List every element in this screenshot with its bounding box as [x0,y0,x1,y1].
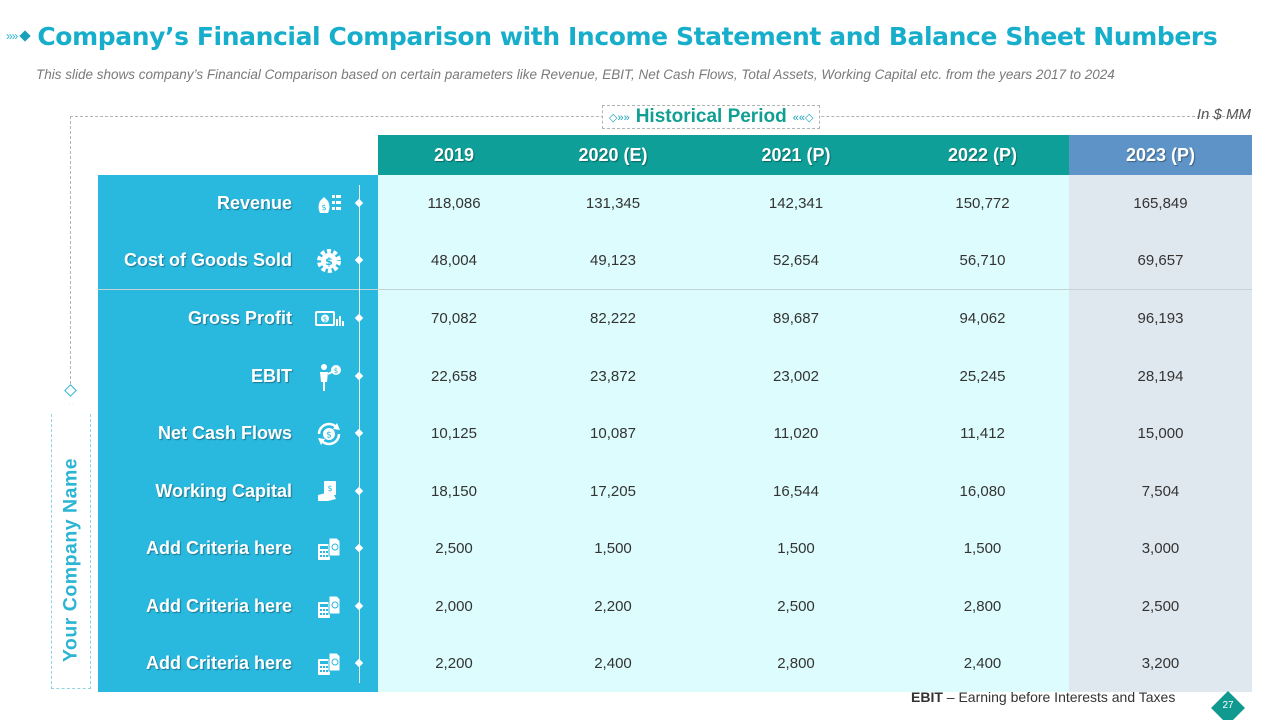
table-cell: 3,200 [1141,655,1180,672]
table-cell: 142,341 [768,195,824,212]
footnote-term: EBIT [911,689,943,705]
table-cell: 2,200 [435,655,473,672]
gear-dollar-icon [313,245,345,277]
row-label: Net Cash Flows [157,423,292,443]
table-cell: 2,500 [777,598,815,615]
row-label: Add Criteria here [145,538,292,558]
row-label: Cost of Goods Sold [124,250,292,270]
company-name: Your Company Name [59,457,82,663]
table-cell: 2,400 [594,655,632,672]
svg-text:$: $ [326,430,332,441]
person-dollar-icon [313,361,345,393]
page-number: 27 [1222,700,1234,711]
title-chevron-icon: »» [6,29,18,43]
table-cell: 82,222 [590,310,636,327]
table-cell: 10,087 [590,425,636,442]
row-label: Gross Profit [187,308,292,328]
table-row [0,520,1280,577]
table-cell: 25,245 [959,368,1006,385]
column-header: 2022 (P) [947,144,1018,165]
row-marker-icon [355,659,363,667]
row-marker-icon [355,544,363,552]
hand-cash-icon [313,476,345,508]
table-row [0,578,1280,635]
svg-text:$: $ [327,484,333,493]
table-cell: 70,082 [431,310,477,327]
svg-text:$: $ [322,315,328,324]
table-row [0,405,1280,462]
table-cell: 22,658 [431,368,477,385]
money-bag-chart-icon [313,188,345,220]
column-header: 2020 (E) [578,144,648,165]
page-subtitle: This slide shows company’s Financial Comparison based on certain parameters like Revenue, EBIT, Net Cash Flows, Total Assets, Working Capital etc. from the years 2017 to 2024 [36,67,1115,82]
table-row [0,635,1280,692]
title-diamond-icon [20,30,31,41]
unit-label: In $ MM [1196,106,1251,123]
table-cell: 52,654 [773,252,819,269]
footnote [911,689,1175,705]
table-cell: 23,002 [773,368,819,385]
left-arrows-icon: ««◇ [792,111,814,124]
table-cell: 2,200 [594,598,632,615]
table-cell: 89,687 [773,310,819,327]
row-marker-icon [355,429,363,437]
table-cell: 56,710 [959,252,1006,269]
table-cell: 2,500 [435,540,473,557]
historical-period-banner [602,105,820,129]
table-row [0,348,1280,405]
column-header: 2023 (P) [1125,144,1196,165]
table-cell: 2,800 [777,655,815,672]
table-cell: 1,500 [777,540,815,557]
table-cell: 49,123 [590,252,636,269]
row-marker-icon [355,199,363,207]
table-cell: 118,086 [427,195,481,212]
table-row [0,463,1280,520]
row-marker-icon [355,602,363,610]
table-row [0,175,1280,232]
table-cell: 48,004 [431,252,477,269]
table-cell: 165,849 [1133,195,1188,212]
row-marker-icon [355,256,363,264]
table-row [0,290,1280,347]
table-cell: 28,194 [1137,368,1184,385]
table-cell: 1,500 [963,540,1002,557]
right-arrows-icon: ◇»» [609,111,630,124]
table-cell: 2,400 [963,655,1002,672]
cash-chart-icon [313,303,345,335]
row-marker-icon [355,372,363,380]
column-header: 2021 (P) [761,144,831,165]
table-cell: 18,150 [431,483,477,500]
table-cell: 16,544 [773,483,819,500]
column-header: 2019 [433,144,475,165]
calculator-document-icon [313,533,345,565]
table-cell: 16,080 [959,483,1006,500]
footnote-text: – Earning before Interests and Taxes [942,689,1176,705]
dollar-cycle-icon [313,418,345,450]
row-label: EBIT [250,366,292,386]
svg-text:$: $ [325,255,333,268]
calculator-document-icon [313,648,345,680]
table-cell: 96,193 [1137,310,1184,327]
table-cell: 17,205 [590,483,636,500]
table-cell: 2,000 [435,598,473,615]
row-label: Revenue [216,193,292,213]
table-cell: 23,872 [590,368,636,385]
title-row [6,18,1217,54]
table-cell: 10,125 [431,425,477,442]
table-cell: 3,000 [1141,540,1180,557]
table-cell: 15,000 [1137,425,1184,442]
row-label: Working Capital [155,481,292,501]
table-cell: 69,657 [1137,252,1184,269]
table-cell: 2,500 [1141,598,1180,615]
row-label: Add Criteria here [145,653,292,673]
table-cell: 11,020 [773,425,819,442]
table-cell: 150,772 [955,195,1010,212]
svg-text:$: $ [333,367,339,375]
table-cell: 131,345 [585,195,641,212]
table-cell: 2,800 [963,598,1002,615]
table-cell: 11,412 [960,425,1005,442]
table-cell: 7,504 [1141,483,1180,500]
svg-text:$: $ [321,203,327,212]
historical-period-label: Historical Period [635,106,787,127]
row-label: Add Criteria here [145,596,292,616]
calculator-document-icon [313,591,345,623]
row-marker-icon [355,487,363,495]
table-row [0,232,1280,289]
table-cell: 1,500 [594,540,632,557]
table-cell: 94,062 [959,310,1006,327]
row-marker-icon [355,314,363,322]
page-title: Company’s Financial Comparison with Income Statement and Balance Sheet Numbers [37,21,1218,51]
